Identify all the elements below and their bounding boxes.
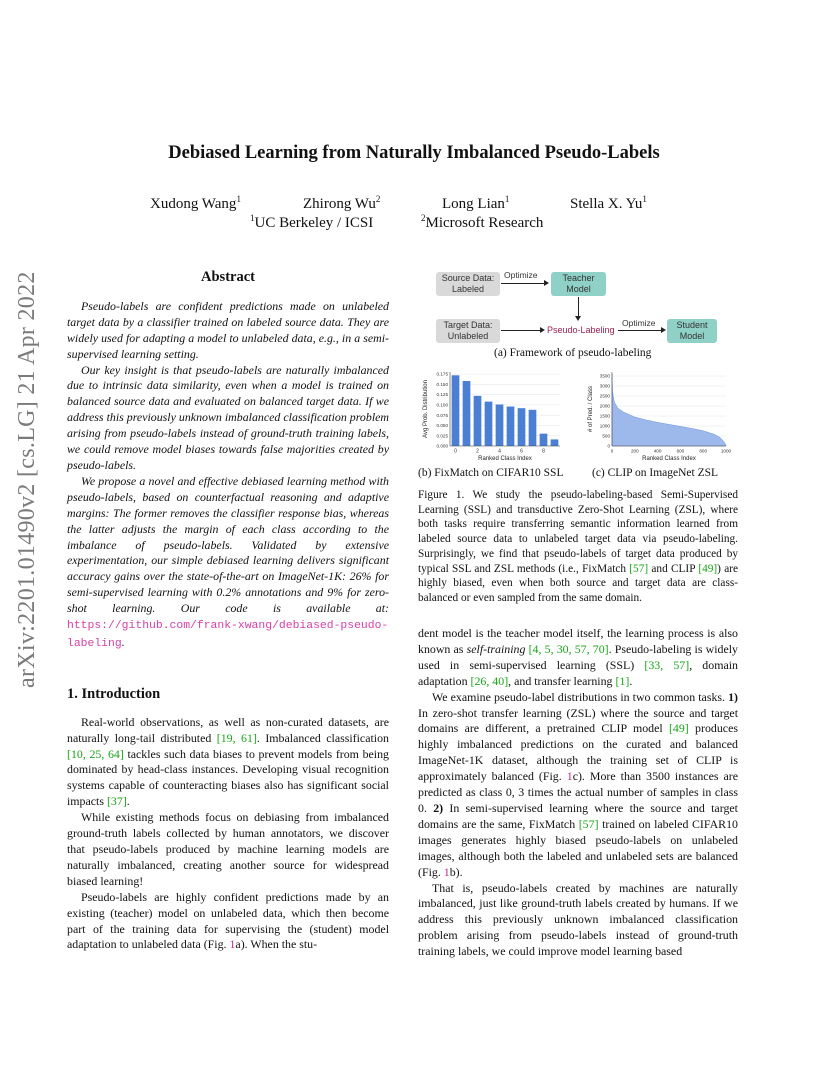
abstract-p3: We propose a novel and effective debiased learning method with pseudo-labels, based on counterfactual reasoning and adaptive margins: The former removes the classifier response bias, whereas the latter adjusts the margin of each class according to the imbalance of pseudo-labels. Validated by extensive experimentation, our simple debiased learning delivers significant accuracy gains over the state-of-the-art on ImageNet-1K: 26% for semi-supervised learning with 0.2% annotations and 9% for zero-shot learning. Our code is available at: https://github.com/frank-xwang/debiased-pseudo-labeling.: [67, 473, 389, 650]
citation-link[interactable]: [10, 25, 64]: [67, 746, 124, 761]
subcaption-a: (a) Framework of pseudo-labeling: [494, 347, 652, 359]
y-tick-label: 1000: [599, 423, 610, 429]
author-3: Long Lian$^1$: [442, 194, 510, 212]
y-tick-label: 1500: [599, 413, 610, 419]
y-tick-label: 500: [602, 433, 610, 439]
y-tick-label: 2000: [599, 403, 610, 409]
arrow-line: [501, 330, 543, 331]
y-tick-label: 0.100: [436, 402, 448, 408]
x-tick-label: 2: [476, 448, 479, 455]
bar: [551, 439, 559, 446]
bar: [474, 396, 482, 446]
target-data-box: Target Data: Unlabeled: [436, 319, 500, 343]
x-tick-label: 400: [653, 448, 662, 454]
abstract-heading: Abstract: [201, 269, 255, 285]
x-tick-label: 4: [498, 448, 501, 455]
x-tick-label: 1000: [720, 448, 732, 454]
arrow-line: [501, 283, 547, 284]
figure-ref-link[interactable]: 1: [566, 769, 573, 784]
author-1: Xudong Wang$^1$: [150, 194, 241, 212]
abstract-p2: Our key insight is that pseudo-labels are naturally imbalanced due to intrinsic data similarity, even when a model is trained on balanced source data and evaluated on balanced target data. If we address this previously unknown imbalanced classification problem arising from pseudo-labels instead of ground-truth training labels, we could remove model biases towards false majorities created by pseudo-labels.: [67, 362, 389, 472]
y-tick-label: 2500: [599, 393, 610, 399]
x-tick-label: 0: [454, 448, 457, 455]
bar: [518, 408, 526, 446]
bar: [540, 434, 548, 446]
bar: [452, 375, 460, 446]
optimize-label-2: Optimize: [622, 318, 656, 328]
figure-ref-link[interactable]: 1: [443, 864, 450, 879]
citation-link[interactable]: [19, 61]: [216, 730, 257, 745]
figure-ref-link[interactable]: 1: [229, 937, 236, 952]
bar: [463, 381, 471, 446]
right-p1: dent model is the teacher model itself, the learning process is also known as self-training [4, 5, 30, 57, 70]. Pseudo-labeling is widely used in semi-supervised learning (SSL) [33, 57], domain adaptation [26, 40], and transfer learning [1].: [418, 626, 738, 688]
citation-link[interactable]: [49]: [698, 562, 718, 575]
citation-link[interactable]: [33, 57]: [644, 657, 690, 672]
x-tick-label: 200: [630, 448, 639, 454]
citation-link[interactable]: [49]: [668, 721, 689, 736]
bar: [496, 404, 504, 446]
citation-link[interactable]: [4, 5, 30, 57, 70]: [528, 641, 609, 656]
bar: [507, 407, 515, 446]
citation-link[interactable]: [1]: [615, 673, 630, 688]
x-axis-label: Ranked Class Index: [478, 456, 532, 462]
x-tick-label: 0: [610, 448, 614, 454]
area-series: [612, 374, 726, 446]
y-tick-label: 0.050: [436, 423, 448, 429]
subcaption-c: (c) CLIP on ImageNet ZSL: [592, 467, 719, 479]
citation-link[interactable]: [26, 40]: [470, 673, 509, 688]
clip-area-chart: [582, 366, 732, 466]
source-data-box: Source Data: Labeled: [436, 272, 500, 296]
x-tick-label: 6: [520, 448, 523, 455]
figure-caption: Figure 1. We study the pseudo-labeling-based Semi-Supervised Learning (SSL) and transductive Zero-Shot Learning (ZSL), where both tasks require transferring semantic information learned from labeled source data to unlabeled target data via pseudo-labeling. Surprisingly, we find that pseudo-labels of target data produced by typical SSL and ZSL methods (i.e., FixMatch [57] and CLIP [49]) are highly biased, even when both source and target data are class-balanced or even sampled from the same domain.: [418, 489, 738, 604]
affiliation-1: $^1$UC Berkeley / ICSI: [250, 213, 374, 231]
y-tick-label: 3500: [599, 373, 610, 379]
subcaption-b: (b) FixMatch on CIFAR10 SSL: [418, 467, 564, 479]
citation-link[interactable]: [37]: [106, 794, 127, 809]
y-tick-label: 3000: [599, 383, 610, 389]
y-tick-label: 0.025: [436, 433, 448, 439]
arrow-head-icon: [661, 327, 666, 333]
x-tick-label: 8: [542, 448, 545, 455]
left-column: [67, 270, 389, 953]
teacher-model-box: Teacher Model: [551, 272, 606, 296]
right-p2: We examine pseudo-label distributions in two common tasks. 1) In zero-shot transfer learning (ZSL) where the source and target domains are different, a pretrained CLIP model [49] produces highly imbalanced predictions on the curated and balanced ImageNet-1K dataset, although the training set of CLIP is approximately balanced (Fig. 1c). More than 3500 instances are predicted as class 0, 3 times the actual number of samples in class 0. 2) In semi-supervised learning where the source and target domains are the same, FixMatch [57] trained on labeled CIFAR10 images generates highly biased pseudo-labels on unlabeled images, although both the labeled and unlabeled sets are balanced (Fig. 1b).: [418, 689, 738, 879]
intro-heading: 1. Introduction: [67, 685, 161, 702]
right-column: [418, 626, 738, 960]
citation-link[interactable]: [57]: [629, 562, 649, 575]
arrow-head-icon: [544, 280, 549, 286]
optimize-label-1: Optimize: [504, 270, 538, 280]
student-model-box: Student Model: [667, 319, 717, 343]
bar: [485, 402, 493, 446]
x-axis-label: Ranked Class Index: [642, 456, 696, 462]
y-tick-label: 0: [607, 443, 610, 449]
code-link[interactable]: https://github.com/frank-xwang/debiased-pseudo-labeling: [67, 620, 389, 650]
paper-title: Debiased Learning from Naturally Imbalanced Pseudo-Labels: [168, 143, 660, 163]
right-p3: That is, pseudo-labels created by machines are naturally imbalanced, just like ground-truth labels created by humans. If we address this previously unknown imbalanced classification problem arising from pseudo-labels instead of ground-truth training labels, we could improve model learning based: [418, 880, 738, 959]
arrow-line: [618, 330, 664, 331]
y-tick-label: 0.000: [436, 443, 448, 449]
author-4: Stella X. Yu$^1$: [570, 194, 647, 212]
y-axis-label: Avg Prob. Distribution: [423, 380, 429, 438]
fixmatch-bar-chart: [418, 366, 566, 466]
author-2: Zhirong Wu$^2$: [303, 194, 381, 212]
intro-p3: Pseudo-labels are highly confident predictions made by an existing (teacher) model on unlabeled data, which then become part of the training data for supervising the (student) model adaptation to unlabeled data (Fig. 1a). When the stu-: [67, 889, 389, 952]
y-tick-label: 0.175: [436, 371, 448, 377]
y-tick-label: 0.075: [436, 412, 448, 418]
pseudo-labeling-label: Pseudo-Labeling: [547, 325, 615, 335]
abstract-p1: Pseudo-labels are confident predictions made on unlabeled target data by a classifier trained on labeled source data. They are widely used for adapting a model to unlabeled data, e.g., in a semi-supervised learning setting.: [67, 298, 389, 361]
pseudo-labeling-diagram: [430, 262, 730, 348]
arxiv-stamp: arXiv:2201.01490v2 [cs.LG] 21 Apr 2022: [14, 271, 40, 688]
x-tick-label: 600: [676, 448, 685, 454]
citation-link[interactable]: [57]: [578, 816, 599, 831]
y-tick-label: 0.150: [436, 381, 448, 387]
x-tick-label: 800: [699, 448, 708, 454]
affiliation-2: $^2$Microsoft Research: [421, 213, 544, 231]
arrow-down-icon: [575, 316, 581, 321]
intro-p1: Real-world observations, as well as non-curated datasets, are naturally long-tail distributed [19, 61]. Imbalanced classification [10, 25, 64] tackles such data biases to prevent models from being dominated by head-class instances. Developing visual recognition systems capable of counteracting biases also has significant social impacts [37].: [67, 714, 389, 809]
y-tick-label: 0.125: [436, 392, 448, 398]
intro-p2: While existing methods focus on debiasing from imbalanced ground-truth labels collected by human annotators, we discover that pseudo-labels produced by machine learning models are naturally imbalanced, creating another source for widespread biased learning!: [67, 810, 389, 888]
y-axis-label: # of Pred. / Class: [588, 385, 594, 433]
bar: [529, 410, 537, 446]
arrow-head-icon: [540, 327, 545, 333]
